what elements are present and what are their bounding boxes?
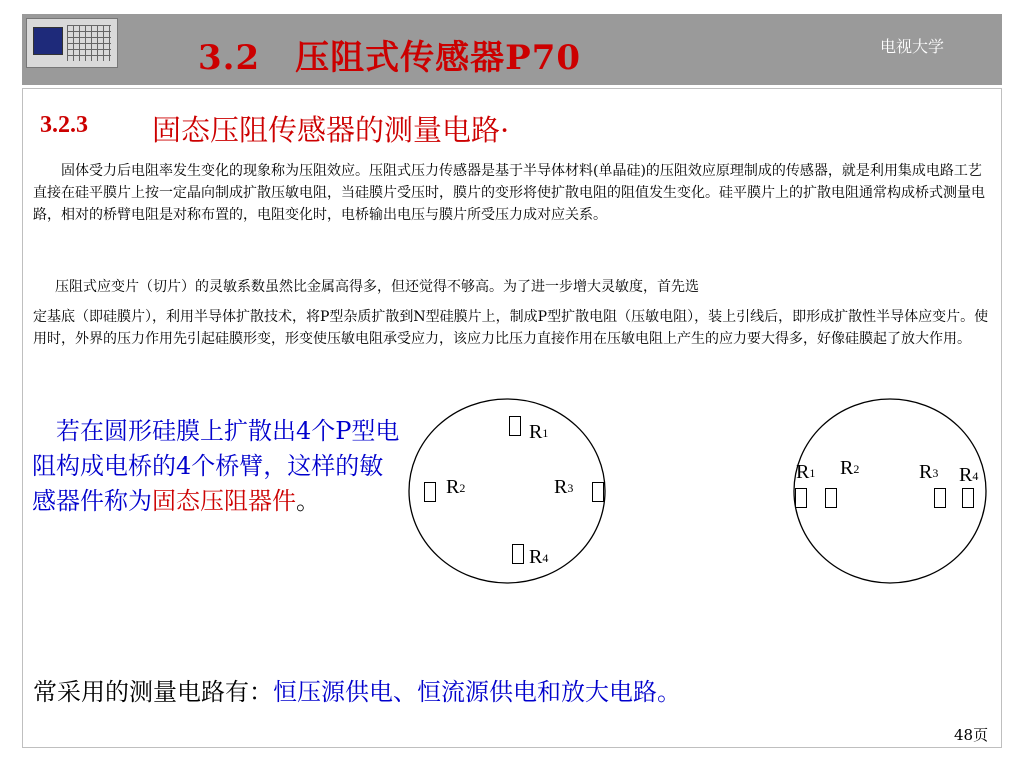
measurement-methods: 恒压源供电、恒流源供电和放大电路。 [273, 678, 681, 706]
right-diaphragm-circle [794, 399, 986, 583]
paragraph-piezoresistive-effect: 固体受力后电阻率发生变化的现象称为压阻效应。压阻式压力传感器是基于半导体材料(单晶硅)的压阻效应原理制成的传感器，就是利用集成电路工艺直接在硅平膜片上按一定晶向制成扩散压敏电阻，当硅膜片受压时，膜片的变形将使扩散电阻的阻值发生变化。硅平膜片上的扩散电阻通常构成桥式测量电路，相对的桥臂电阻是对称布置的，电阻变化时，电桥输出电压与膜片所受压力成对应关系。 [33, 163, 985, 223]
measurement-circuits-text [33, 672, 681, 707]
right-resistor-r1-icon [795, 488, 807, 508]
org-label: 电视大学 [880, 37, 945, 56]
callout-end: 。 [296, 487, 320, 515]
measurement-prefix: 常采用的测量电路有： [33, 678, 273, 706]
right-resistor-r2-icon [825, 488, 837, 508]
right-r1-label: $R_1$ [796, 461, 816, 483]
section-title: 固态压阻传感器的测量电路· [152, 113, 510, 147]
page-number: 48页 [954, 726, 989, 744]
right-r4-label: $R_4$ [959, 464, 979, 486]
left-r1-label: $R_1$ [529, 421, 549, 443]
paragraph-2-rest: 定基底（即硅膜片），利用半导体扩散技术，将P型杂质扩散到N型硅膜片上，制成P型扩散电阻（压敏电阻），装上引线后，即形成扩散性半导体应变片。使用时，外界的压力作用先引起硅膜形变，形变使压敏电阻承受应力，该应力比压力直接作用在压敏电阻上产生的应力要大得多，好像硅膜起了放大作用。 [33, 309, 989, 347]
right-r2-label: $R_2$ [840, 457, 860, 479]
section-number: 3.2.3 [40, 112, 88, 138]
page-title: 3.2 压阻式传感器P70 [198, 38, 582, 78]
callout-highlight: 固态压阻器件 [152, 487, 296, 515]
resistor-r1-element-icon [509, 416, 521, 436]
resistor-r2-element-icon [424, 482, 436, 502]
left-r2-label: $R_2$ [446, 476, 466, 498]
left-r4-label: $R_4$ [529, 546, 549, 568]
left-r3-label: $R_3$ [554, 476, 574, 498]
right-resistor-r3-icon [934, 488, 946, 508]
resistor-r4-element-icon [512, 544, 524, 564]
paragraph-2-first-line: 压阻式应变片（切片）的灵敏系数虽然比金属高得多，但还觉得不够高。为了进一步增大灵敏度，首先选 [55, 279, 699, 295]
right-r3-label: $R_3$ [919, 461, 939, 483]
resistor-r3-element-icon [592, 482, 604, 502]
left-diaphragm-circle [409, 399, 605, 583]
callout-body: 若在圆形硅膜上扩散出4个P型电阻构成电桥的4个桥臂，这样的敏感器件称为 [32, 417, 400, 515]
right-resistor-r4-icon [962, 488, 974, 508]
